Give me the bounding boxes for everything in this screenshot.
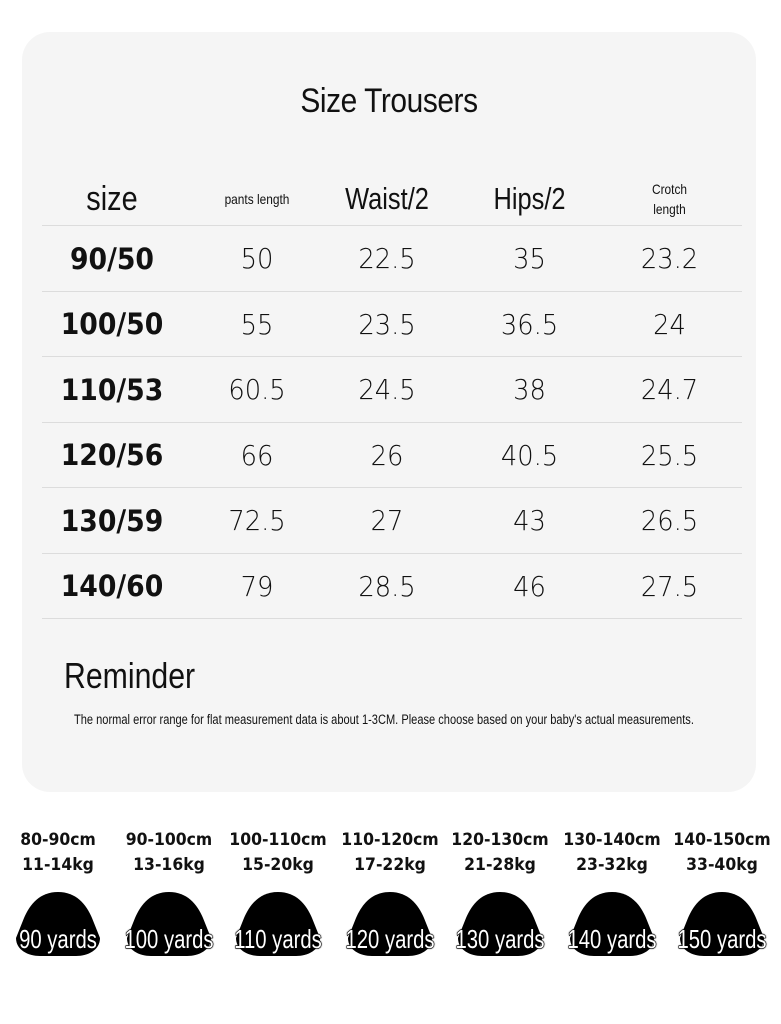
header-pants-length: pants length <box>224 191 290 207</box>
table-cell: 38 <box>513 373 546 407</box>
yards-label: 150 yards <box>677 924 767 954</box>
row-size-label: 90/50 <box>69 241 155 276</box>
height-range: 140-150cm <box>673 830 771 850</box>
size-guide-item <box>113 828 225 954</box>
table-cell: 24 <box>653 307 686 341</box>
table-cell: 23.5 <box>358 307 416 341</box>
table-row <box>42 226 742 292</box>
height-range: 110-120cm <box>341 830 439 850</box>
table-cell: 27 <box>370 504 404 538</box>
height-range: 80-90cm <box>20 830 96 850</box>
height-range: 130-140cm <box>563 830 661 850</box>
chart-title: Size Trousers <box>300 82 478 120</box>
table-cell: 46 <box>513 569 546 603</box>
row-size-label: 110/53 <box>60 372 164 407</box>
table-cell: 26.5 <box>640 504 699 538</box>
table-cell: 22.5 <box>358 242 416 276</box>
size-guide <box>0 828 781 968</box>
table-cell: 23.2 <box>640 242 699 276</box>
header-crotch-length: Crotch length <box>651 181 688 217</box>
header-waist: Waist/2 <box>345 181 429 216</box>
table-cell: 28.5 <box>358 569 416 603</box>
table-cell: 66 <box>240 438 274 472</box>
height-range: 100-110cm <box>229 830 327 850</box>
weight-range: 13-16kg <box>133 855 205 875</box>
table-row <box>42 423 742 489</box>
table-cell: 79 <box>240 569 274 603</box>
table-cell: 24.5 <box>358 373 416 407</box>
table-cell: 50 <box>240 242 274 276</box>
table-cell: 35 <box>513 242 546 276</box>
row-size-label: 130/59 <box>60 503 164 538</box>
header-hips: Hips/2 <box>493 181 566 216</box>
yards-label: 110 yards <box>234 924 322 954</box>
table-cell: 43 <box>513 504 546 538</box>
size-guide-item <box>444 828 556 954</box>
row-size-label: 120/56 <box>60 438 164 473</box>
height-range: 120-130cm <box>451 830 549 850</box>
reminder-text: The normal error range for flat measurement data is about 1-3CM. Please choose based on your baby's actual measurements. <box>74 712 694 727</box>
table-cell: 26 <box>370 438 404 472</box>
yards-label: 90 yards <box>19 924 97 954</box>
table-row <box>42 357 742 423</box>
table-cell: 60.5 <box>228 373 286 407</box>
table-cell: 40.5 <box>500 438 559 472</box>
table-cell: 27.5 <box>640 569 699 603</box>
size-guide-item <box>666 828 778 954</box>
size-guide-item <box>334 828 446 954</box>
weight-range: 23-32kg <box>576 855 648 875</box>
table-body <box>42 226 742 619</box>
size-table <box>42 172 742 619</box>
yards-label: 120 yards <box>345 924 435 954</box>
weight-range: 15-20kg <box>242 855 314 875</box>
size-chart-card <box>22 32 756 792</box>
table-cell: 24.7 <box>640 373 699 407</box>
table-row <box>42 488 742 554</box>
header-size: size <box>86 179 138 218</box>
divider <box>42 618 742 619</box>
weight-range: 21-28kg <box>464 855 536 875</box>
reminder-title: Reminder <box>64 655 196 696</box>
table-cell: 55 <box>240 307 274 341</box>
weight-range: 33-40kg <box>686 855 758 875</box>
table-header-row <box>42 172 742 226</box>
table-row <box>42 554 742 620</box>
table-cell: 25.5 <box>640 438 699 472</box>
table-cell: 72.5 <box>228 504 286 538</box>
size-guide-item <box>2 828 114 954</box>
yards-label: 100 yards <box>124 924 214 954</box>
row-size-label: 100/50 <box>60 307 164 342</box>
size-guide-item <box>222 828 334 954</box>
table-cell: 36.5 <box>500 307 559 341</box>
yards-label: 140 yards <box>567 924 657 954</box>
weight-range: 17-22kg <box>354 855 426 875</box>
row-size-label: 140/60 <box>60 569 164 604</box>
height-range: 90-100cm <box>125 830 213 850</box>
table-row <box>42 292 742 358</box>
weight-range: 11-14kg <box>22 855 94 875</box>
yards-label: 130 yards <box>455 924 545 954</box>
size-guide-item <box>556 828 668 954</box>
